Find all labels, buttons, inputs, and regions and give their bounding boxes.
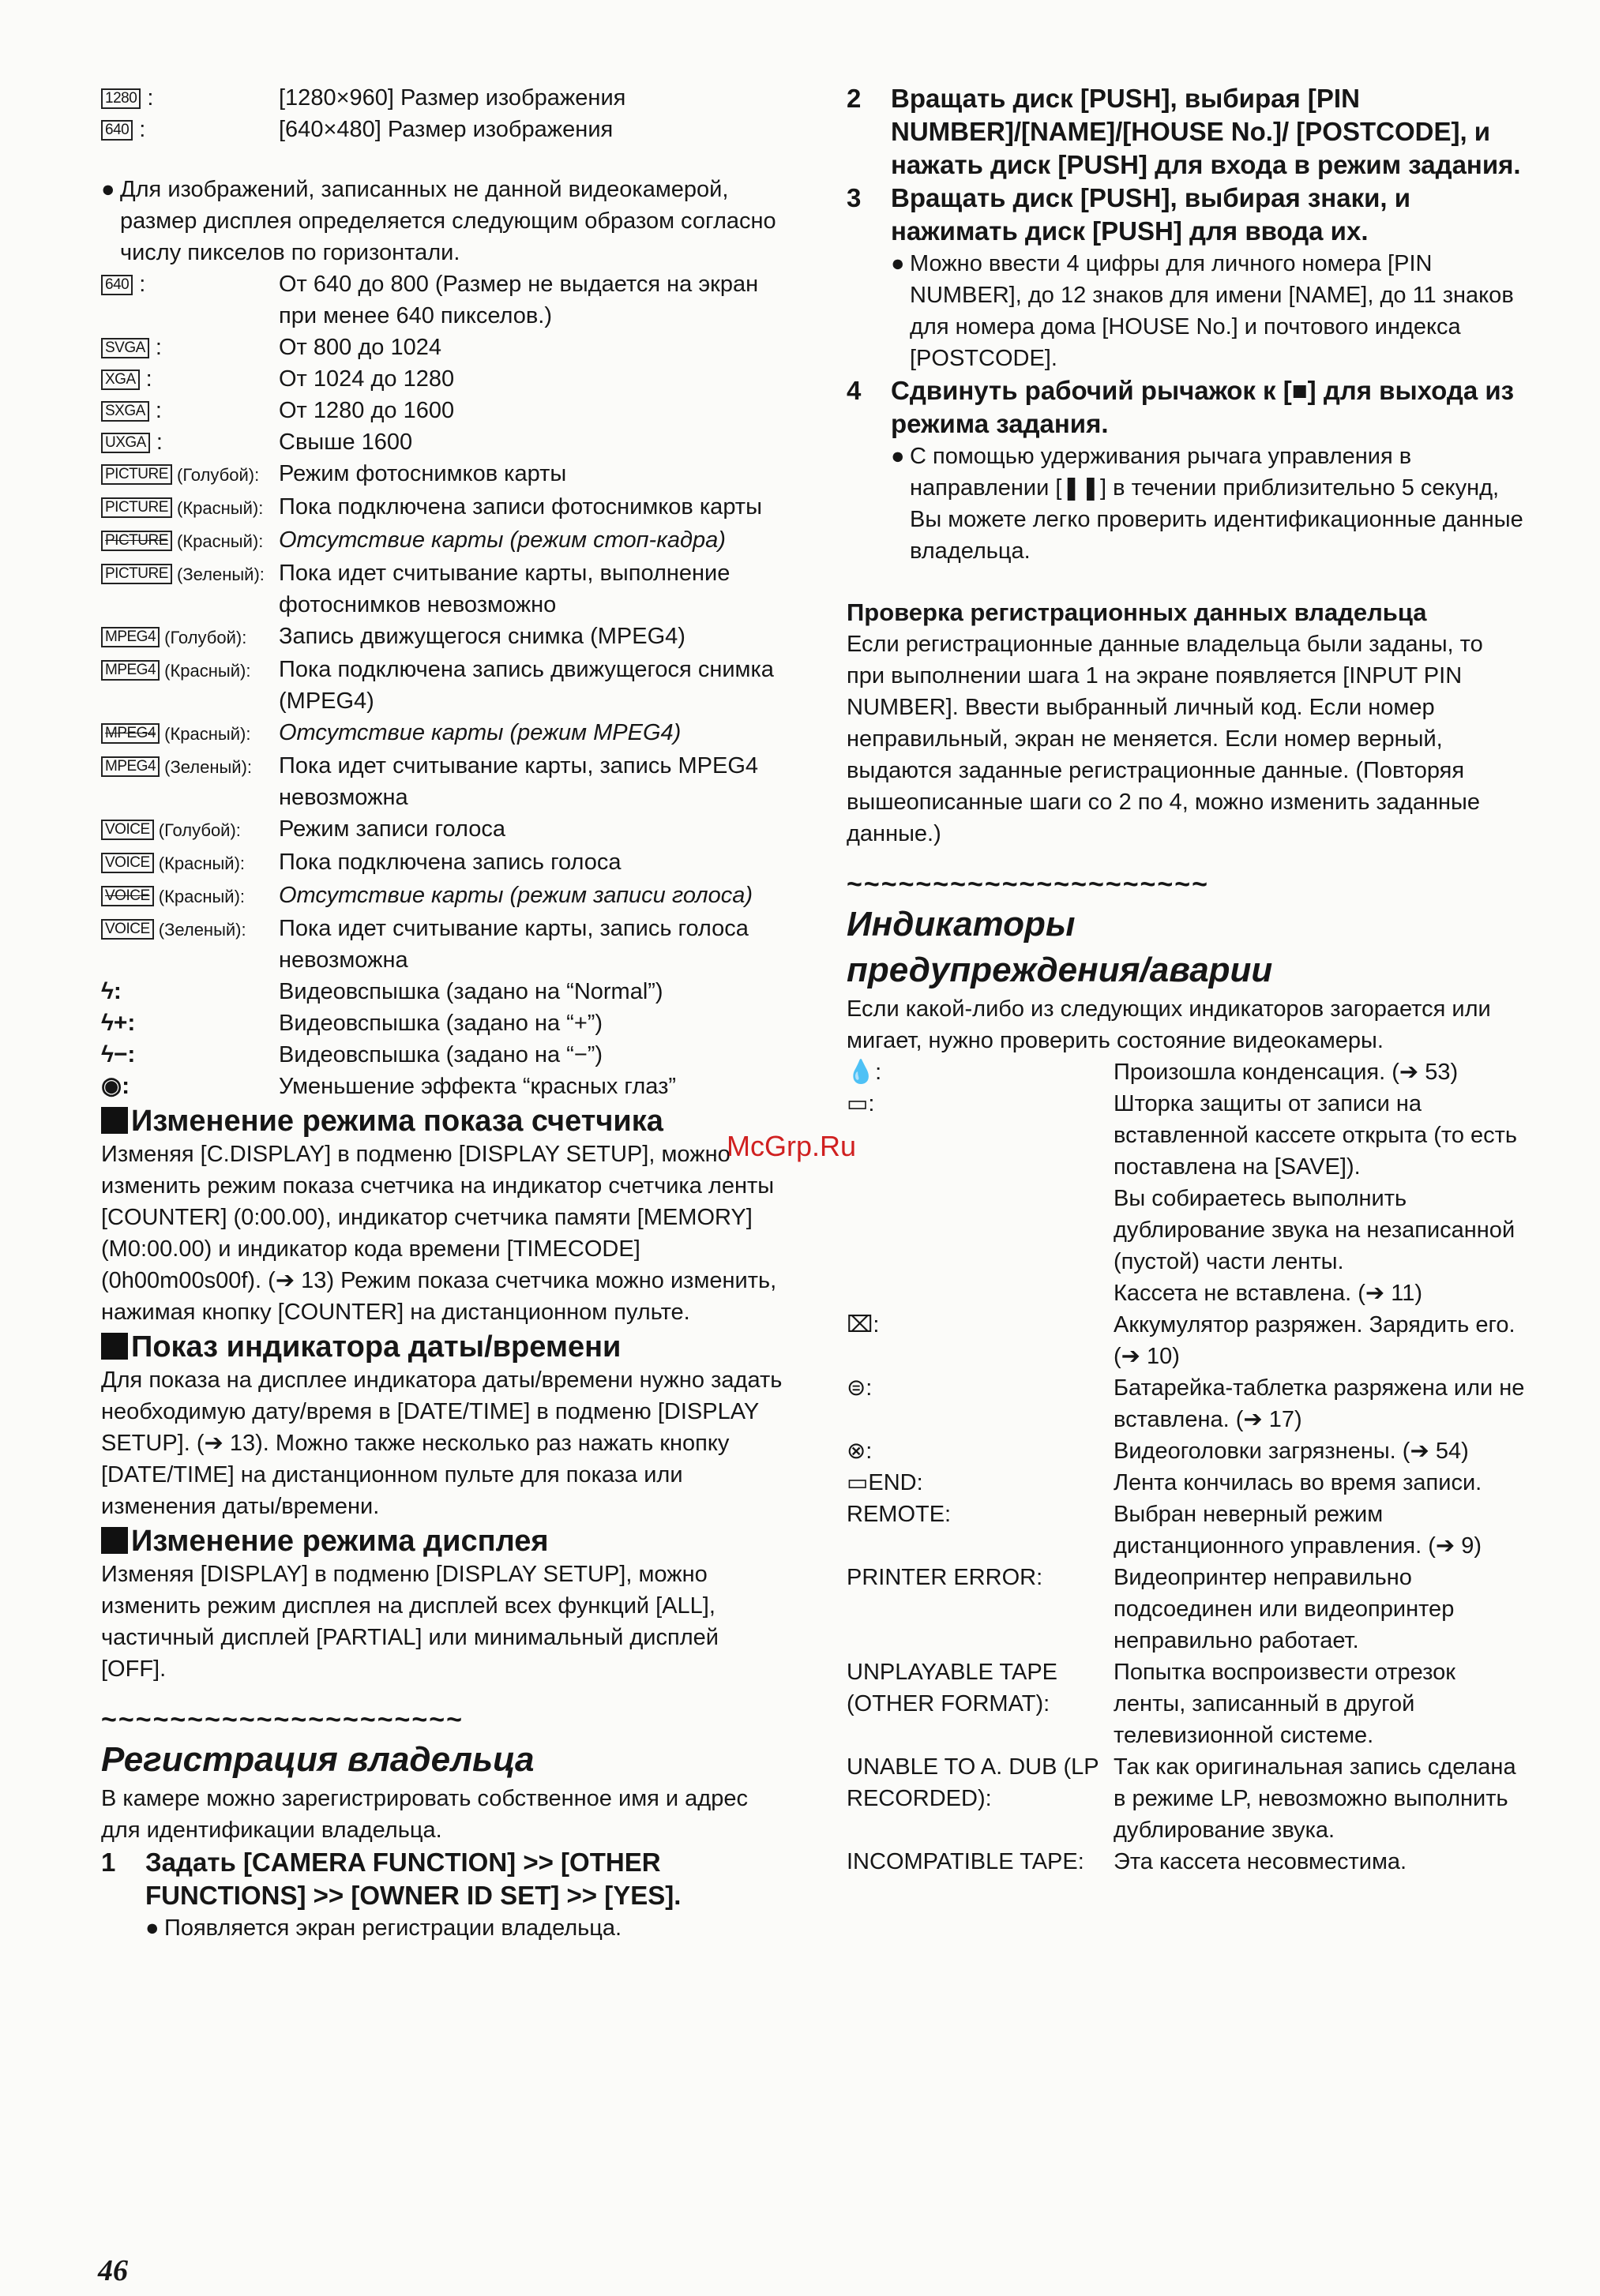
- indicator-desc: Пока идет считывание карты, запись MPEG4 невозможна: [279, 753, 759, 810]
- indicator-icon: VOICE: [101, 919, 154, 940]
- section-heading: [101, 1524, 790, 1559]
- indicator-row: [101, 426, 790, 458]
- step-text: Задать [CAMERA FUNCTION] >> [OTHER FUNCTIONS] >> [OWNER ID SET] >> [YES].: [145, 1848, 682, 1910]
- indicator-label: (Зеленый):: [153, 920, 246, 940]
- indicator-icon: UXGA: [101, 433, 150, 453]
- section-square-icon: [101, 1333, 128, 1360]
- bullet: ●: [101, 177, 115, 202]
- warning-row: [847, 1656, 1526, 1751]
- indicator-icon: MPEG4: [101, 627, 160, 647]
- indicator-term: [101, 654, 279, 717]
- flash-list: [101, 976, 790, 1102]
- indicator-desc: Режим записи голоса: [279, 816, 505, 842]
- resolution-list: [101, 268, 790, 458]
- indicator-term: [101, 557, 279, 621]
- step-number: 2: [847, 84, 862, 113]
- flash-icon: ϟ:: [101, 978, 122, 1004]
- indicator-desc: Пока подключена записи фотоснимков карты: [279, 494, 762, 520]
- indicator-term: [101, 813, 279, 846]
- indicator-label: (Красный):: [153, 853, 246, 873]
- indicator-label: :: [133, 117, 146, 142]
- indicator-label: (Зеленый):: [160, 757, 253, 777]
- step-note-text: Появляется экран регистрации владельца.: [164, 1915, 622, 1941]
- flash-row: [101, 976, 790, 1007]
- indicator-desc: От 640 до 800 (Размер не выдается на экран при менее 640 пикселов.): [279, 272, 759, 328]
- flash-desc: Видеовспышка (задано на “−”): [279, 1042, 603, 1067]
- owner-title: Регистрация владельца: [101, 1740, 535, 1779]
- step-note: [847, 441, 1526, 567]
- indicator-label: :: [148, 335, 162, 360]
- section-divider: ~~~~~~~~~~~~~~~~~~~~~: [101, 1705, 464, 1735]
- indicator-term: [101, 332, 279, 363]
- indicator-desc: Пока подключена запись голоса: [279, 850, 622, 875]
- warning-row: [847, 1499, 1526, 1562]
- indicator-desc: Запись движущегося снимка (MPEG4): [279, 624, 685, 649]
- indicator-term: [101, 395, 279, 426]
- indicator-row: [101, 363, 790, 395]
- indicator-row: [101, 846, 790, 880]
- step-note-text: С помощью удерживания рычага управления в направлении [❚❚] в течении приблизительно 5 секунд, Вы можете легко проверить идентификационные данные владельца.: [910, 444, 1523, 564]
- indicator-row: [101, 114, 790, 145]
- left-column: [101, 82, 790, 1944]
- warning-row: [847, 1846, 1526, 1878]
- indicator-row: [101, 621, 790, 654]
- step-1-note: [101, 1912, 790, 1944]
- warning-desc: Шторка защиты от записи на вставленной кассете открыта (то есть поставлена на [SAVE]).: [1114, 1091, 1518, 1180]
- section-square-icon: [101, 1527, 128, 1554]
- indicator-term: [101, 458, 279, 491]
- indicator-icon: MPEG4: [101, 723, 160, 744]
- warning-row: [847, 1183, 1526, 1277]
- indicator-icon: 640: [101, 120, 133, 141]
- indicator-desc: От 1024 до 1280: [279, 366, 455, 392]
- indicator-icon: XGA: [101, 370, 140, 390]
- indicator-term: [101, 880, 279, 913]
- indicator-icon: SXGA: [101, 401, 149, 422]
- section-body: Изменяя [C.DISPLAY] в подменю [DISPLAY SETUP], можно изменить режим показа счетчика на индикатор счетчика ленты [COUNTER] (0:00.00), индикатор счетчика памяти [MEMORY] (M0:00.00) и индикатор кода времени [TIMECODE] (0h00m00s00f). (➔ 13) Режим показа счетчика можно изменить, нажимая кнопку [COUNTER] на дистанционном пульте.: [101, 1142, 777, 1325]
- warning-label: [847, 1277, 1114, 1309]
- warning-list: [847, 1056, 1526, 1878]
- section-title: Изменение режима показа счетчика: [131, 1105, 663, 1138]
- indicator-row: [101, 395, 790, 426]
- indicator-term: [101, 268, 279, 332]
- watermark: McGrp.Ru: [727, 1130, 857, 1162]
- warning-row: [847, 1751, 1526, 1846]
- indicator-term: [101, 491, 279, 524]
- indicator-row: [101, 524, 790, 557]
- warning-desc: Видеопринтер неправильно подсоединен или видеопринтер неправильно работает.: [1114, 1565, 1455, 1653]
- warning-row: [847, 1277, 1526, 1309]
- indicator-term: [101, 621, 279, 654]
- indicator-term: [101, 426, 279, 458]
- warning-intro: Если какой-либо из следующих индикаторов загорается или мигает, нужно проверить состояние видеокамеры.: [847, 996, 1491, 1053]
- warning-row: [847, 1562, 1526, 1656]
- right-column: [847, 82, 1526, 1878]
- warning-title: Индикаторы предупреждения/аварии: [847, 905, 1273, 989]
- indicator-label: :: [133, 272, 146, 297]
- indicator-term: [101, 750, 279, 813]
- display-sections: [101, 1104, 790, 1685]
- indicator-term: [101, 114, 279, 145]
- owner-steps: [847, 82, 1526, 567]
- check-body: Если регистрационные данные владельца были заданы, то при выполнении шага 1 на экране появляется [INPUT PIN NUMBER]. Ввести выбранный личный код. Если номер неправильный, экран не меняется. Если номер верный, выдаются заданные регистрационные данные. (Повторяя вышеописанные шаги со 2 по 4, можно изменить заданные данные.): [847, 632, 1483, 846]
- step-number: 3: [847, 183, 862, 212]
- indicator-label: (Красный):: [160, 661, 251, 681]
- indicator-label: :: [149, 430, 163, 455]
- indicator-desc: Отсутствие карты (режим MPEG4): [279, 720, 682, 745]
- indicator-desc: Отсутствие карты (режим записи голоса): [279, 883, 753, 908]
- warning-label: PRINTER ERROR:: [847, 1565, 1043, 1590]
- bullet: ●: [145, 1915, 160, 1941]
- indicator-icon: 640: [101, 275, 133, 295]
- bullet: ●: [891, 251, 905, 276]
- indicator-row: [101, 268, 790, 332]
- warning-label: 💧:: [847, 1060, 882, 1085]
- section-heading: [101, 1330, 790, 1364]
- indicator-term: [101, 913, 279, 976]
- warning-row: [847, 1309, 1526, 1372]
- warning-desc: Аккумулятор разряжен. Зарядить его. (➔ 10): [1114, 1312, 1515, 1369]
- warning-label: UNPLAYABLE TAPE (OTHER FORMAT):: [847, 1660, 1058, 1716]
- warning-row: [847, 1056, 1526, 1088]
- indicator-row: [101, 913, 790, 976]
- owner-step: [847, 374, 1526, 441]
- indicator-label: (Голубой):: [171, 465, 260, 485]
- warning-desc: Так как оригинальная запись сделана в режиме LP, невозможно выполнить дублирование звука.: [1114, 1754, 1516, 1843]
- warning-row: [847, 1372, 1526, 1435]
- indicator-row: [101, 82, 790, 114]
- indicator-desc: Пока идет считывание карты, запись голоса невозможна: [279, 916, 749, 973]
- warning-desc: Произошла конденсация. (➔ 53): [1114, 1060, 1459, 1085]
- indicator-desc: Отсутствие карты (режим стоп-кадра): [279, 527, 726, 553]
- indicator-icon: PICTURE: [101, 497, 172, 518]
- step-note-text: Можно ввести 4 цифры для личного номера [PIN NUMBER], до 12 знаков для имени [NAME], до 11 знаков для номера дома [HOUSE No.] и почтового индекса [POSTCODE].: [910, 251, 1514, 371]
- step-note: [847, 248, 1526, 374]
- indicator-label: :: [141, 85, 154, 111]
- flash-desc: Уменьшение эффекта “красных глаз”: [279, 1074, 677, 1099]
- section-divider: ~~~~~~~~~~~~~~~~~~~~~: [847, 869, 1209, 899]
- section-body: Для показа на дисплее индикатора даты/времени нужно задать необходимую дату/время в [DATE/TIME] в подменю [DISPLAY SETUP]. (➔ 13). Можно также несколько раз нажать кнопку [DATE/TIME] на дистанционном пульте для показа или изменения даты/времени.: [101, 1367, 783, 1519]
- warning-label: ⊗:: [847, 1439, 873, 1464]
- section-title: Изменение режима дисплея: [131, 1525, 549, 1558]
- owner-step: [847, 182, 1526, 248]
- indicator-label: :: [139, 366, 152, 392]
- step-text: Вращать диск [PUSH], выбирая знаки, и нажимать диск [PUSH] для ввода их.: [891, 183, 1411, 246]
- owner-intro: В камере можно зарегистрировать собственное имя и адрес для идентификации владельца.: [101, 1786, 748, 1843]
- step-number: 1: [101, 1848, 116, 1877]
- indicator-desc: Режим фотоснимков карты: [279, 461, 567, 486]
- warning-label: REMOTE:: [847, 1502, 952, 1527]
- warning-desc: Вы собираетесь выполнить дублирование звука на незаписанной (пустой) части ленты.: [1114, 1186, 1515, 1274]
- flash-icon: ϟ+:: [101, 1010, 136, 1036]
- resolution-note-text: Для изображений, записанных не данной видеокамерой, размер дисплея определяется следующим образом согласно числу пикселов по горизонтали.: [120, 177, 776, 265]
- bullet: ●: [891, 444, 905, 469]
- indicator-label: (Красный):: [160, 724, 251, 744]
- indicator-icon: 1280: [101, 88, 141, 109]
- step-text: Вращать диск [PUSH], выбирая [PIN NUMBER]/[NAME]/[HOUSE No.]/ [POSTCODE], и нажать диск [PUSH] для входа в режим задания.: [891, 84, 1521, 179]
- warning-label: ▭END:: [847, 1470, 923, 1495]
- indicator-icon: VOICE: [101, 886, 154, 906]
- indicator-row: [101, 557, 790, 621]
- indicator-term: [101, 524, 279, 557]
- indicator-row: [101, 458, 790, 491]
- indicator-icon: MPEG4: [101, 756, 160, 777]
- warning-row: [847, 1435, 1526, 1467]
- owner-step: [847, 82, 1526, 182]
- flash-row: [101, 1007, 790, 1039]
- indicator-desc: [640×480] Размер изображения: [279, 117, 614, 142]
- indicator-icon: PICTURE: [101, 564, 172, 584]
- section-heading: [101, 1104, 790, 1139]
- warning-label: ▭:: [847, 1091, 875, 1116]
- indicator-label: (Голубой):: [153, 820, 241, 840]
- section-square-icon: [101, 1107, 128, 1134]
- warning-desc: Эта кассета несовместима.: [1114, 1849, 1407, 1874]
- section-title: Показ индикатора даты/времени: [131, 1330, 622, 1364]
- indicator-desc: От 800 до 1024: [279, 335, 441, 360]
- warning-desc: Лента кончилась во время записи.: [1114, 1470, 1482, 1495]
- warning-desc: Выбран неверный режим дистанционного управления. (➔ 9): [1114, 1502, 1482, 1559]
- warning-label: UNABLE TO A. DUB (LP RECORDED):: [847, 1754, 1099, 1811]
- warning-desc: Кассета не вставлена. (➔ 11): [1114, 1281, 1423, 1306]
- warning-row: [847, 1088, 1526, 1183]
- section-body: Изменяя [DISPLAY] в подменю [DISPLAY SETUP], можно изменить режим дисплея на дисплей всех функций [ALL], частичный дисплей [PARTIAL] или минимальный дисплей [OFF].: [101, 1562, 719, 1682]
- resolution-note: [101, 174, 790, 268]
- indicator-row: [101, 880, 790, 913]
- indicator-term: [101, 82, 279, 114]
- page-number: 46: [98, 2254, 128, 2287]
- flash-icon: ϟ−:: [101, 1041, 136, 1067]
- step-1: [101, 1846, 790, 1912]
- warning-label: ⌧:: [847, 1312, 880, 1337]
- indicator-row: [101, 750, 790, 813]
- indicator-desc: [1280×960] Размер изображения: [279, 85, 626, 111]
- warning-label: ⊜:: [847, 1375, 873, 1401]
- indicator-label: (Голубой):: [160, 628, 247, 647]
- warning-desc: Батарейка-таблетка разряжена или не вставлена. (➔ 17): [1114, 1375, 1525, 1432]
- indicator-icon: VOICE: [101, 820, 154, 840]
- flash-desc: Видеовспышка (задано на “Normal”): [279, 979, 663, 1004]
- indicator-icon: PICTURE: [101, 464, 172, 485]
- indicator-row: [101, 654, 790, 717]
- warning-label: [847, 1183, 1114, 1277]
- indicator-label: (Зеленый):: [171, 565, 265, 584]
- indicator-icon: PICTURE: [101, 531, 172, 551]
- flash-row: [101, 1039, 790, 1071]
- flash-icon: ◉:: [101, 1073, 130, 1099]
- indicator-row: [101, 813, 790, 846]
- indicator-icon: SVGA: [101, 338, 149, 358]
- indicator-row: [101, 491, 790, 524]
- indicator-label: (Красный):: [153, 887, 246, 906]
- indicator-desc: Пока подключена запись движущегося снимка (MPEG4): [279, 657, 774, 714]
- step-text: Сдвинуть рабочий рычажок к [■] для выхода из режима задания.: [891, 376, 1515, 438]
- indicator-row: [101, 717, 790, 750]
- indicator-icon: VOICE: [101, 853, 154, 873]
- flash-row: [101, 1071, 790, 1102]
- indicator-desc: Свыше 1600: [279, 430, 413, 455]
- indicator-label: (Красный):: [171, 531, 264, 551]
- flash-desc: Видеовспышка (задано на “+”): [279, 1011, 603, 1036]
- image-size-list: [101, 82, 790, 145]
- step-number: 4: [847, 376, 862, 405]
- check-title: Проверка регистрационных данных владельца: [847, 598, 1427, 626]
- warning-desc: Видеоголовки загрязнены. (➔ 54): [1114, 1439, 1469, 1464]
- card-mode-list: [101, 458, 790, 976]
- warning-label: INCOMPATIBLE TAPE:: [847, 1849, 1084, 1874]
- indicator-term: [101, 846, 279, 880]
- indicator-icon: MPEG4: [101, 660, 160, 681]
- indicator-desc: От 1280 до 1600: [279, 398, 455, 423]
- indicator-label: (Красный):: [171, 498, 264, 518]
- indicator-term: [101, 363, 279, 395]
- indicator-desc: Пока идет считывание карты, выполнение фотоснимков невозможно: [279, 561, 731, 617]
- indicator-row: [101, 332, 790, 363]
- indicator-term: [101, 717, 279, 750]
- warning-desc: Попытка воспроизвести отрезок ленты, записанный в другой телевизионной системе.: [1114, 1660, 1455, 1748]
- warning-row: [847, 1467, 1526, 1499]
- indicator-label: :: [148, 398, 162, 423]
